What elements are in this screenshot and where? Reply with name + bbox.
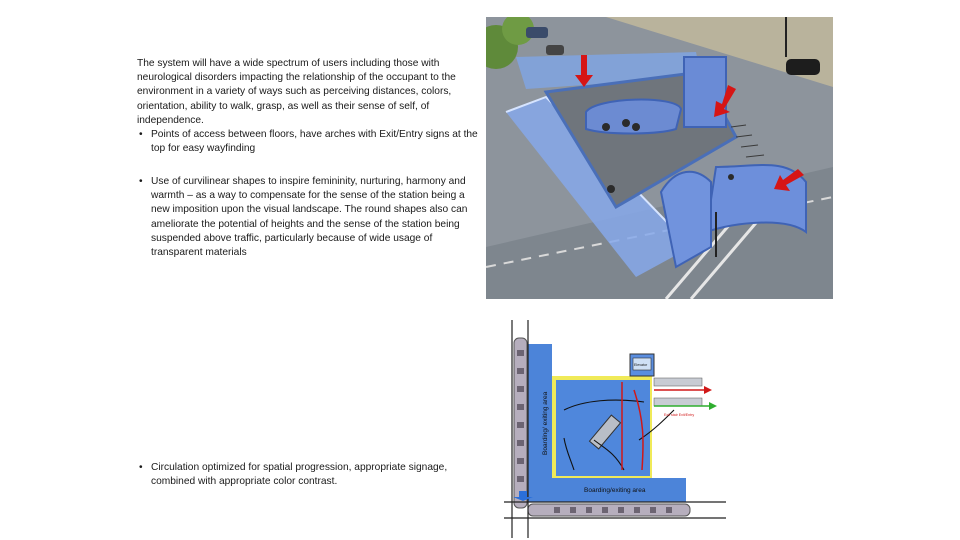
bullet-curvilinear-shapes: • Use of curvilinear shapes to inspire femininity, nurturing, harmony and warmth – as a way to compensate for the sense of the station being a new imposition upon the visual landscape. The round shapes also can ameliorate the potential of heights and the sense of the station being suspended above traffic, particularly because of wide usage of transparent materials [137, 175, 481, 260]
intro-paragraph: The system will have a wide spectrum of users including those with neurological disorders impacting the relationship of the occupant to the environment in a variety of ways such as perceiving distances, colors, orientation, ability to walk, grasp, as well as their sense of self, of independence. [137, 58, 456, 126]
circulation-plan-image [504, 320, 726, 538]
bullet-access-points: • Points of access between floors, have arches with Exit/Entry signs at the top for easy wayfinding [137, 128, 481, 156]
plan-label-boarding-vertical: Boarding/ exiting area [542, 391, 549, 455]
plan-label-elevator: Elevator [634, 363, 648, 367]
station-render-image [486, 17, 833, 299]
bullet-circulation: • Circulation optimized for spatial progression, appropriate signage, combined with appropriate color contrast. [137, 461, 471, 489]
plan-label-boarding-horizontal: Boarding/exiting area [584, 487, 646, 494]
plan-label-exit-sign: Exit stair Exit/Entry [664, 413, 695, 417]
